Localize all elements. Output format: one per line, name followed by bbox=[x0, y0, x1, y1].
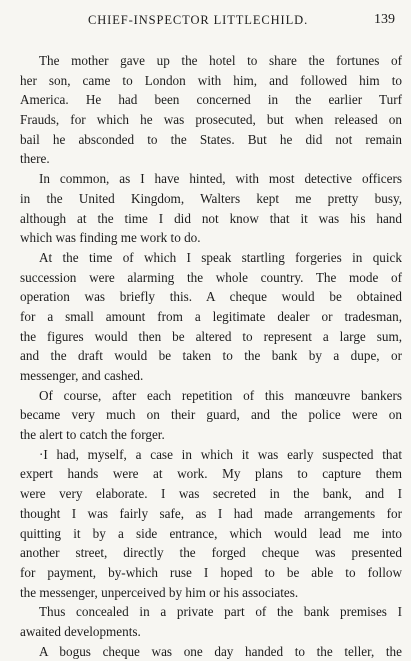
text-line: In common, as I have hinted, with most detective officers bbox=[39, 171, 402, 187]
text-line: A bogus cheque was one day handed to the teller, the bbox=[39, 643, 402, 659]
text-line: quitting it by a side entrance, which would lead me into bbox=[20, 525, 402, 541]
text-line: succession were alarming the whole country. The mode of bbox=[20, 269, 402, 285]
text-line: and the draft would be taken to the bank by a dupe, or bbox=[20, 348, 402, 364]
text-line: there. bbox=[20, 151, 50, 167]
text-line: messenger, and cashed. bbox=[20, 368, 144, 383]
text-line: ·I had, myself, a case in which it was early suspected that bbox=[39, 446, 402, 462]
body-text bbox=[20, 51, 402, 661]
text-line: awaited developments. bbox=[20, 623, 141, 639]
text-line: thought I was fairly safe, as I had made arrangements for bbox=[20, 505, 402, 521]
text-line: Thus concealed in a private part of the bank premises I bbox=[39, 604, 402, 620]
text-line: another street, directly the forged cheque was presented bbox=[20, 545, 402, 561]
running-head bbox=[0, 13, 411, 33]
text-line: which was finding me work to do. bbox=[20, 230, 201, 246]
text-line: her son, came to London with him, and followed him to bbox=[20, 72, 402, 88]
text-line: bail he absconded to the States. But he did not remain bbox=[20, 131, 402, 147]
text-line: America. He had been concerned in the earlier Turf bbox=[20, 92, 402, 108]
text-line: Of course, after each repetition of this manœuvre bankers bbox=[39, 387, 402, 403]
text-line: in the United Kingdom, Walters kept me pretty busy, bbox=[20, 190, 402, 206]
text-line: The mother gave up the hotel to share the fortunes of bbox=[39, 53, 402, 68]
page-number: 139 bbox=[374, 12, 395, 27]
text-line: At the time of which I speak startling forgeries in quick bbox=[39, 249, 402, 265]
text-line: although at the time I did not know that it was his hand bbox=[20, 210, 402, 226]
text-line: for payment, by-which ruse I hoped to be able to follow bbox=[20, 564, 402, 580]
text-line: were very elaborate. I was secreted in the bank, and I bbox=[20, 486, 402, 502]
text-line: the figures would then be altered to represent a large sum, bbox=[20, 328, 402, 344]
text-line: the messenger, unperceived by him or his associates. bbox=[20, 584, 299, 600]
text-line: the alert to catch the forger. bbox=[20, 427, 165, 443]
text-line: operation was briefly this. A cheque would be obtained bbox=[20, 289, 402, 305]
running-title: CHIEF-INSPECTOR LITTLECHILD. bbox=[88, 13, 309, 27]
text-line: Frauds, for which he was prosecuted, but when released on bbox=[20, 112, 402, 128]
text-line: expert hands were at work. My plans to capture them bbox=[20, 466, 402, 482]
text-line: became very much on their guard, and the police were on bbox=[20, 407, 402, 423]
text-line: for a small amount from a legitimate dealer or tradesman, bbox=[20, 308, 402, 324]
